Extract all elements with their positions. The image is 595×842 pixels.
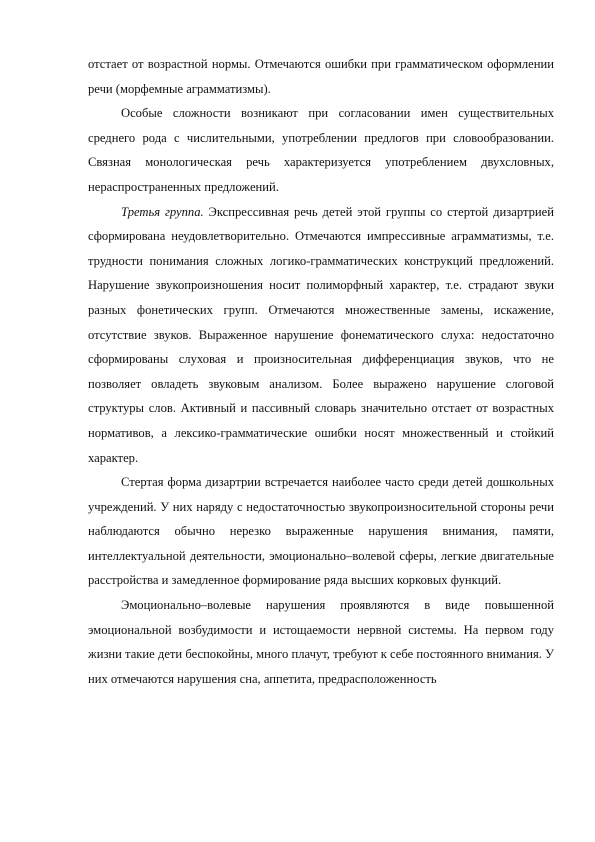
paragraph-third-group (88, 200, 554, 471)
paragraph-continuation: отстает от возрастной нормы. Отмечаются ошибки при грамматическом оформлении речи (морфемные аграмматизмы). (88, 57, 554, 96)
paragraph-body: Экспрессивная речь детей этой группы со стертой дизартрией сформирована неудовлетворительно. Отмечаются импрессивные аграмматизмы, т.е. трудности понимания сложных логико-грамматических конструкций предложений. Нарушение звукопроизношения носит полиморфный характер, т.е. страдают звуки разных фонетических групп. Отмечаются множественные замены, искажение, отсутствие звуков. Выраженное нарушение фонематического слуха: недостаточно сформированы слуховая и произносительная дифференциация звуков, что не позволяет овладеть звуковым анализом. Более выражено нарушение слоговой структуры слов. Активный и пассивный словарь значительно отстает от возрастных нормативов, а лексико-грамматические ошибки носят множественный и стойкий характер. (88, 204, 554, 465)
paragraph-erased-dysarthria: Стертая форма дизартрии встречается наиболее часто среди детей дошкольных учреждений. У них наряду с недостаточностью звукопроизносительной стороны речи наблюдаются обычно нерезко выраженные нарушения внимания, памяти, интеллектуальной деятельности, эмоционально–волевой сферы, легкие двигательные расстройства и замедленное формирование ряда высших корковых функций. (88, 475, 554, 588)
paragraph-lead-in: Третья группа. (121, 204, 204, 219)
document-page (88, 52, 554, 691)
paragraph-emotional-volitional: Эмоционально–волевые нарушения проявляются в виде повышенной эмоциональной возбудимости и истощаемости нервной системы. На первом году жизни такие дети беспокойны, много плачут, требуют к себе постоянного внимания. У них отмечаются нарушения сна, аппетита, предрасположенность (88, 598, 554, 686)
paragraph-difficulties: Особые сложности возникают при согласовании имен существительных среднего рода с числительными, употреблении предлогов при словообразовании. Связная монологическая речь характеризуется употреблением двухсловных, нераспространенных предложений. (88, 106, 554, 194)
